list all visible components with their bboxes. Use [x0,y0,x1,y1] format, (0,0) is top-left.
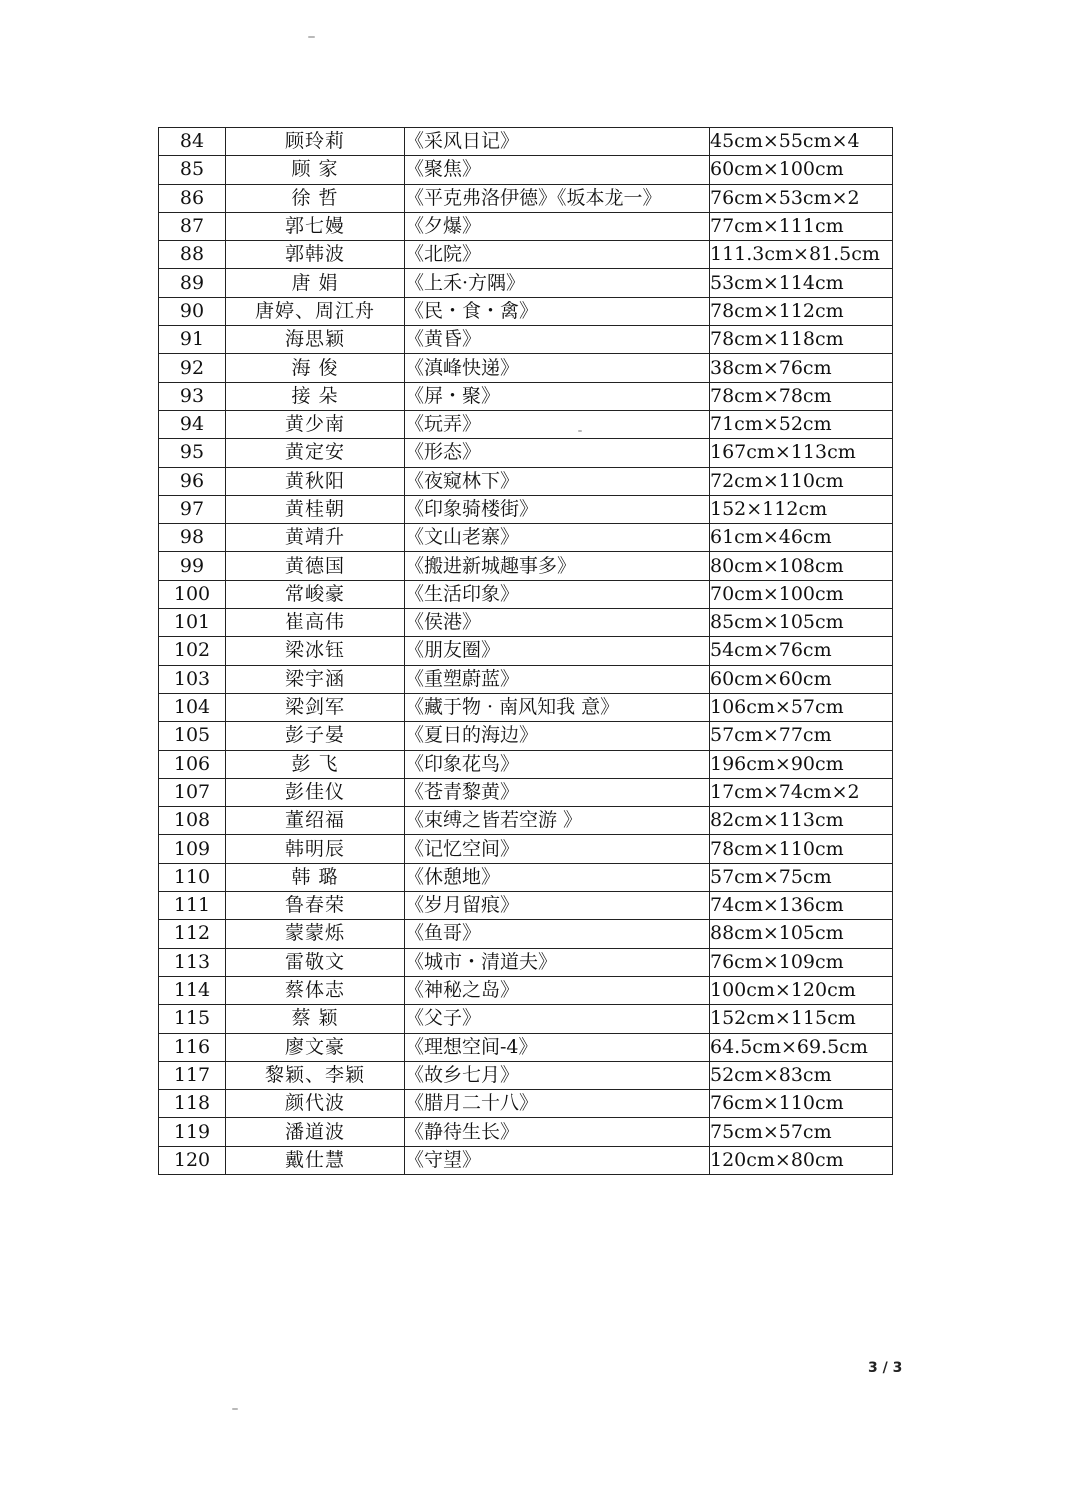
entry-number: 107 [159,778,226,806]
entry-number: 97 [159,495,226,523]
artist-name: 郭七嫚 [226,212,405,240]
entry-number: 104 [159,693,226,721]
table-row [159,495,893,523]
table-row [159,410,893,438]
table-row [159,863,893,891]
table-row [159,326,893,354]
artwork-title: 《北院》 [405,241,710,269]
artist-name: 彭佳仪 [226,778,405,806]
artwork-size: 57cm×75cm [710,863,893,891]
table-row [159,948,893,976]
artist-name: 黄少南 [226,410,405,438]
artwork-size: 72cm×110cm [710,467,893,495]
artist-name: 韩 璐 [226,863,405,891]
entry-number: 91 [159,326,226,354]
entry-number: 115 [159,1005,226,1033]
artwork-size: 53cm×114cm [710,269,893,297]
artwork-title: 《印象骑楼街》 [405,495,710,523]
entry-number: 94 [159,410,226,438]
artist-name: 潘道波 [226,1118,405,1146]
entry-number: 84 [159,128,226,156]
scan-speck [232,1408,238,1410]
artist-name: 黎颖、李颖 [226,1061,405,1089]
artwork-size: 57cm×77cm [710,722,893,750]
entry-number: 105 [159,722,226,750]
artist-name: 董绍福 [226,807,405,835]
entry-number: 113 [159,948,226,976]
artwork-title: 《民・食・禽》 [405,297,710,325]
artist-name: 海 俊 [226,354,405,382]
table-row [159,212,893,240]
artwork-title: 《记忆空间》 [405,835,710,863]
artwork-title: 《父子》 [405,1005,710,1033]
table-row [159,835,893,863]
artist-name: 黄靖升 [226,524,405,552]
artwork-title: 《重塑蔚蓝》 [405,665,710,693]
artwork-size: 76cm×110cm [710,1090,893,1118]
entry-number: 100 [159,580,226,608]
artist-name: 黄定安 [226,439,405,467]
artwork-size: 82cm×113cm [710,807,893,835]
entry-number: 87 [159,212,226,240]
artwork-size: 76cm×53cm×2 [710,184,893,212]
artwork-size: 64.5cm×69.5cm [710,1033,893,1061]
artwork-size: 78cm×118cm [710,326,893,354]
entry-number: 93 [159,382,226,410]
artwork-title: 《城市・清道夫》 [405,948,710,976]
artwork-title: 《神秘之岛》 [405,976,710,1004]
entry-number: 116 [159,1033,226,1061]
artist-name: 颜代波 [226,1090,405,1118]
table-row [159,609,893,637]
artwork-title: 《故乡七月》 [405,1061,710,1089]
artwork-title: 《文山老寨》 [405,524,710,552]
artwork-title: 《鱼哥》 [405,920,710,948]
artwork-size: 78cm×78cm [710,382,893,410]
artist-name: 梁宇涵 [226,665,405,693]
table-row [159,1005,893,1033]
artwork-title: 《朋友圈》 [405,637,710,665]
artist-name: 梁冰钰 [226,637,405,665]
page-number: 3 / 3 [868,1360,903,1376]
artwork-size: 85cm×105cm [710,609,893,637]
artist-name: 彭子晏 [226,722,405,750]
artwork-title: 《守望》 [405,1146,710,1174]
artist-name: 海思颖 [226,326,405,354]
table-row [159,693,893,721]
artist-name: 接 朵 [226,382,405,410]
artist-name: 顾玲莉 [226,128,405,156]
entry-number: 118 [159,1090,226,1118]
entry-number: 103 [159,665,226,693]
artwork-size: 196cm×90cm [710,750,893,778]
table-row [159,184,893,212]
artist-name: 鲁春荣 [226,892,405,920]
artwork-size: 70cm×100cm [710,580,893,608]
table-row [159,269,893,297]
artist-name: 彭 飞 [226,750,405,778]
artwork-title: 《形态》 [405,439,710,467]
artwork-size: 60cm×100cm [710,156,893,184]
entry-number: 101 [159,609,226,637]
artist-name: 黄秋阳 [226,467,405,495]
artwork-size: 61cm×46cm [710,524,893,552]
artist-name: 徐 哲 [226,184,405,212]
artwork-title: 《搬进新城趣事多》 [405,552,710,580]
table-row [159,467,893,495]
artist-name: 梁剑军 [226,693,405,721]
artwork-size: 100cm×120cm [710,976,893,1004]
entry-number: 110 [159,863,226,891]
table-row [159,807,893,835]
artwork-size: 88cm×105cm [710,920,893,948]
entry-number: 108 [159,807,226,835]
entry-number: 90 [159,297,226,325]
artwork-title: 《夏日的海边》 [405,722,710,750]
entry-number: 111 [159,892,226,920]
table-row [159,241,893,269]
artwork-title: 《休憩地》 [405,863,710,891]
artwork-title: 《滇峰快递》 [405,354,710,382]
entry-number: 109 [159,835,226,863]
artwork-size: 152cm×115cm [710,1005,893,1033]
artist-name: 雷敬文 [226,948,405,976]
entry-number: 95 [159,439,226,467]
artwork-title: 《束缚之皆若空游 》 [405,807,710,835]
artwork-title: 《藏于物 · 南风知我 意》 [405,693,710,721]
entry-number: 119 [159,1118,226,1146]
table-row [159,665,893,693]
artist-name: 崔高伟 [226,609,405,637]
artist-name: 郭韩波 [226,241,405,269]
artwork-size: 78cm×110cm [710,835,893,863]
artwork-title: 《腊月二十八》 [405,1090,710,1118]
entry-number: 114 [159,976,226,1004]
artwork-title: 《采风日记》 [405,128,710,156]
artwork-title: 《生活印象》 [405,580,710,608]
artwork-size: 80cm×108cm [710,552,893,580]
table-row [159,552,893,580]
artwork-size: 78cm×112cm [710,297,893,325]
artist-name: 蔡 颖 [226,1005,405,1033]
artwork-size: 38cm×76cm [710,354,893,382]
entry-number: 85 [159,156,226,184]
artwork-size: 17cm×74cm×2 [710,778,893,806]
artwork-title: 《夜窥林下》 [405,467,710,495]
entry-number: 89 [159,269,226,297]
artwork-size: 106cm×57cm [710,693,893,721]
artwork-title: 《平克弗洛伊德》《坂本龙一》 [405,184,710,212]
artwork-size: 152×112cm [710,495,893,523]
entry-number: 117 [159,1061,226,1089]
table-row [159,1061,893,1089]
entry-number: 96 [159,467,226,495]
table-row [159,750,893,778]
artist-name: 戴仕慧 [226,1146,405,1174]
entry-number: 86 [159,184,226,212]
artwork-size: 71cm×52cm [710,410,893,438]
artwork-title: 《夕爆》 [405,212,710,240]
table-row [159,1090,893,1118]
artist-name: 唐 娟 [226,269,405,297]
artwork-size: 60cm×60cm [710,665,893,693]
artist-name: 蔡体志 [226,976,405,1004]
entry-number: 106 [159,750,226,778]
artwork-size: 74cm×136cm [710,892,893,920]
artwork-title: 《屏・聚》 [405,382,710,410]
artwork-size: 52cm×83cm [710,1061,893,1089]
artwork-size: 111.3cm×81.5cm [710,241,893,269]
table-row [159,892,893,920]
artist-name: 唐婷、周江舟 [226,297,405,325]
artwork-size: 75cm×57cm [710,1118,893,1146]
artwork-size: 45cm×55cm×4 [710,128,893,156]
table-row [159,524,893,552]
artwork-size: 167cm×113cm [710,439,893,467]
artwork-title: 《静待生长》 [405,1118,710,1146]
table-row [159,354,893,382]
artwork-size: 54cm×76cm [710,637,893,665]
artist-name: 廖文豪 [226,1033,405,1061]
entry-number: 102 [159,637,226,665]
artist-name: 常峻豪 [226,580,405,608]
artwork-title: 《印象花鸟》 [405,750,710,778]
entry-number: 98 [159,524,226,552]
entry-number: 99 [159,552,226,580]
table-row [159,722,893,750]
table-row [159,580,893,608]
artist-name: 韩明辰 [226,835,405,863]
table-row [159,128,893,156]
artwork-title: 《侯港》 [405,609,710,637]
entry-number: 112 [159,920,226,948]
entry-number: 88 [159,241,226,269]
artwork-title: 《聚焦》 [405,156,710,184]
table-row [159,1118,893,1146]
table-row [159,439,893,467]
artwork-size: 120cm×80cm [710,1146,893,1174]
artwork-size: 76cm×109cm [710,948,893,976]
entries-table [158,127,893,1175]
artwork-title: 《岁月留痕》 [405,892,710,920]
table-row [159,637,893,665]
table-row [159,976,893,1004]
artwork-size: 77cm×111cm [710,212,893,240]
table-row [159,1146,893,1174]
entry-number: 92 [159,354,226,382]
artist-name: 蒙蒙烁 [226,920,405,948]
artwork-title: 《玩弄》 [405,410,710,438]
artwork-title: 《上禾·方隅》 [405,269,710,297]
artwork-title: 《苍青黎黄》 [405,778,710,806]
table-row [159,382,893,410]
artist-name: 顾 家 [226,156,405,184]
scan-speck [308,36,315,38]
table-row [159,920,893,948]
artwork-title: 《黄昏》 [405,326,710,354]
table-row [159,778,893,806]
artist-name: 黄桂朝 [226,495,405,523]
artist-name: 黄德国 [226,552,405,580]
artwork-title: 《理想空间-4》 [405,1033,710,1061]
table-row [159,156,893,184]
entry-number: 120 [159,1146,226,1174]
table-row [159,297,893,325]
table-row [159,1033,893,1061]
entries-table-body [159,128,893,1175]
